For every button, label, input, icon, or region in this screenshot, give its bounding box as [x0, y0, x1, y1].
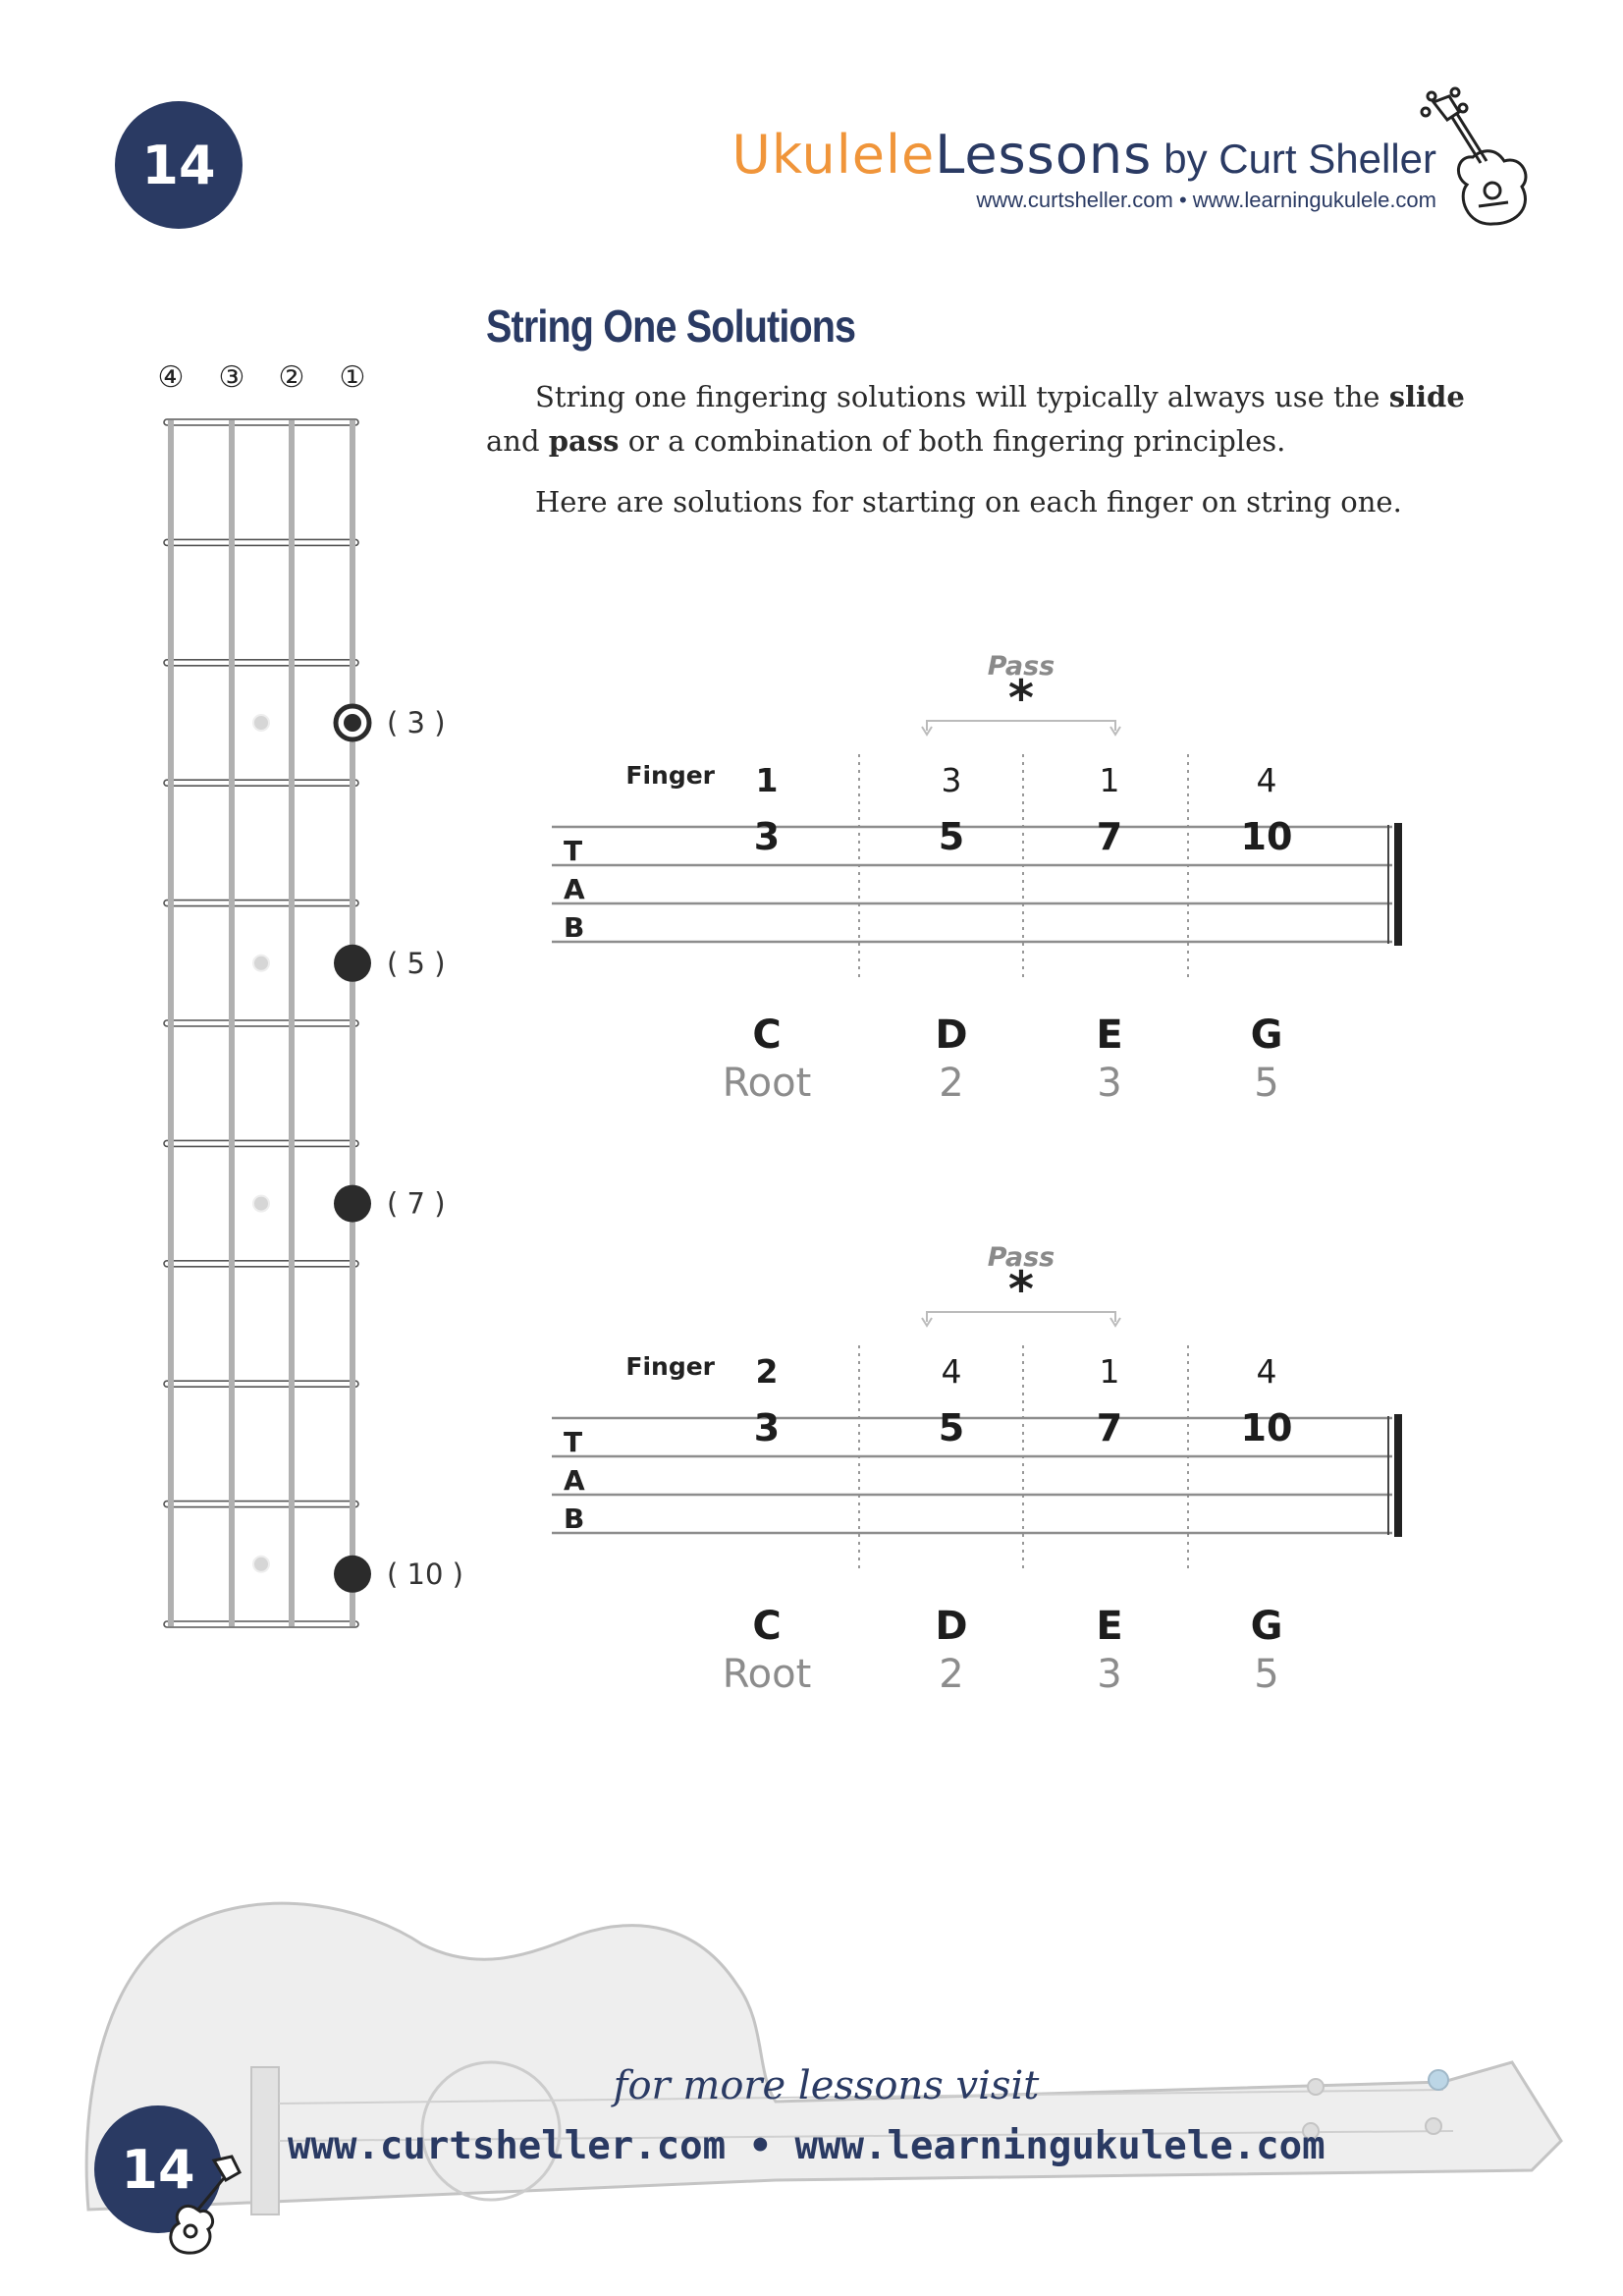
fret-inlay	[253, 1557, 269, 1572]
scale-degree: Root	[722, 1652, 812, 1697]
tab-fret-number: 7	[1096, 815, 1123, 858]
page-number-badge	[115, 101, 243, 229]
footer-urls[interactable]: www.curtsheller.com • www.learningukulele.com	[288, 2124, 1325, 2168]
footer-ukulele-icon	[145, 2153, 253, 2261]
ukulele-icon	[1414, 86, 1542, 234]
logo-byline: by Curt Sheller	[1163, 136, 1436, 182]
fret-wire	[164, 660, 358, 666]
pass-label: Pass	[987, 1242, 1055, 1273]
pass-label: Pass	[987, 651, 1055, 682]
scale-degree: 5	[1254, 1652, 1279, 1697]
intro-text-1: String one fingering solutions will typically always use the	[535, 380, 1389, 413]
tab-fret-number: 3	[753, 815, 781, 858]
finger-label: Finger	[625, 761, 715, 790]
pass-symbol: *	[1007, 670, 1035, 727]
fret-number-label: ( 3 )	[387, 706, 446, 739]
note-name: G	[1250, 1012, 1283, 1058]
tab-fret-number: 3	[753, 1406, 781, 1449]
string-line	[229, 420, 235, 1626]
tab-diagram-2	[540, 1239, 1424, 1730]
note-name: E	[1096, 1012, 1123, 1058]
string-line	[350, 420, 355, 1626]
finger-number: 4	[1256, 761, 1277, 799]
note-name: C	[752, 1604, 782, 1649]
note-marker	[334, 1556, 371, 1593]
note-name: D	[935, 1604, 968, 1649]
string-number-label: ②	[278, 360, 305, 395]
site-logo[interactable]	[731, 124, 1436, 213]
fret-wire	[164, 780, 358, 786]
tab-letter: B	[564, 911, 585, 944]
fret-wire	[164, 419, 358, 425]
tab-fret-number: 10	[1240, 1406, 1293, 1449]
fret-wire	[164, 1261, 358, 1267]
finger-number: 1	[755, 761, 779, 799]
intro-bold-slide: slide	[1388, 380, 1465, 413]
string-number-label: ①	[339, 360, 366, 395]
string-line	[168, 420, 174, 1626]
finger-number: 4	[941, 1352, 962, 1391]
tab-fret-number: 10	[1240, 815, 1293, 858]
fret-number-label: ( 7 )	[387, 1186, 446, 1221]
logo-urls: www.curtsheller.com • www.learningukulele.com	[976, 188, 1436, 212]
fret-wire	[164, 1020, 358, 1026]
fret-wire	[164, 901, 358, 906]
fret-number-label: ( 10 )	[387, 1557, 463, 1591]
footer-label: for more lessons visit	[613, 2063, 1040, 2108]
intro-paragraph	[486, 375, 1488, 464]
pass-symbol: *	[1007, 1261, 1035, 1318]
pass-bracket-arrows	[922, 727, 1120, 735]
fret-inlay	[253, 715, 269, 731]
solutions-text: Here are solutions for starting on each finger on string one.	[535, 485, 1402, 519]
note-marker	[334, 1185, 371, 1223]
footer-page-number: 14	[121, 2138, 195, 2201]
scale-degree: Root	[722, 1061, 812, 1106]
fretboard-diagram	[137, 354, 491, 1650]
finger-number: 4	[1256, 1352, 1277, 1391]
note-name: G	[1250, 1604, 1283, 1649]
fret-inlay	[253, 1196, 269, 1212]
string-line	[289, 420, 295, 1626]
finger-number: 1	[1099, 761, 1120, 799]
tab-fret-number: 5	[938, 1406, 965, 1449]
note-name: E	[1096, 1604, 1123, 1649]
intro-text-3: or a combination of both fingering principles.	[619, 424, 1286, 458]
tab-letter: T	[564, 835, 583, 867]
scale-degree: 5	[1254, 1061, 1279, 1106]
fret-wire	[164, 1621, 358, 1627]
page-number: 14	[141, 134, 216, 196]
logo-word-ukulele: Ukulele	[731, 124, 936, 186]
tab-diagram-1	[540, 648, 1424, 1139]
string-number-label: ③	[218, 360, 245, 395]
logo-word-lessons: Lessons	[935, 124, 1153, 186]
fret-wire	[164, 1140, 358, 1146]
finger-number: 2	[755, 1352, 779, 1391]
tab-fret-number: 7	[1096, 1406, 1123, 1449]
scale-degree: 3	[1097, 1061, 1122, 1106]
section-title: String One Solutions	[486, 301, 856, 352]
tab-letter: T	[564, 1426, 583, 1458]
tab-fret-number: 5	[938, 815, 965, 858]
string-number-label: ④	[157, 360, 185, 395]
fret-wire	[164, 1502, 358, 1507]
tab-letter: A	[564, 873, 585, 905]
tab-end-barline-thick	[1394, 823, 1402, 946]
tab-letter: B	[564, 1503, 585, 1535]
scale-degree: 3	[1097, 1652, 1122, 1697]
note-marker	[334, 945, 371, 982]
fret-number-label: ( 5 )	[387, 946, 446, 980]
fret-wire	[164, 1381, 358, 1387]
solutions-paragraph	[486, 480, 1488, 524]
note-name: C	[752, 1012, 782, 1058]
pass-bracket-arrows	[922, 1318, 1120, 1326]
scale-degree: 2	[939, 1652, 964, 1697]
intro-bold-pass: pass	[548, 424, 620, 458]
intro-text-2: and	[486, 424, 549, 458]
scale-degree: 2	[939, 1061, 964, 1106]
tab-letter: A	[564, 1464, 585, 1497]
fret-inlay	[253, 956, 269, 971]
finger-number: 1	[1099, 1352, 1120, 1391]
root-note-marker-center	[344, 714, 361, 732]
fret-wire	[164, 539, 358, 545]
tab-end-barline-thick	[1394, 1414, 1402, 1537]
finger-label: Finger	[625, 1352, 715, 1381]
note-name: D	[935, 1012, 968, 1058]
finger-number: 3	[941, 761, 962, 799]
